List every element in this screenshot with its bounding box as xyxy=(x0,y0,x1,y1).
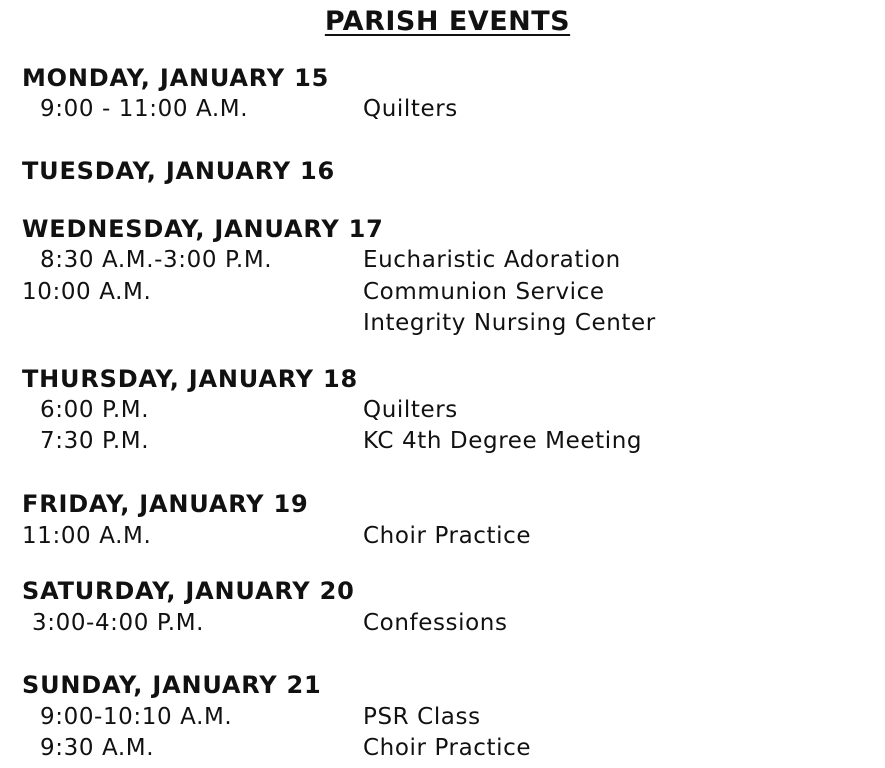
event-row xyxy=(0,426,885,456)
day-heading-saturday: SATURDAY, JANUARY 20 xyxy=(22,577,355,605)
event-name: Quilters xyxy=(363,96,458,122)
event-time: 8:30 A.M.-3:00 P.M. xyxy=(40,247,273,273)
event-name: Communion Service xyxy=(363,279,605,305)
event-row xyxy=(0,733,885,763)
event-time: 6:00 P.M. xyxy=(40,397,150,423)
event-name: PSR Class xyxy=(363,704,481,730)
day-heading-wednesday: WEDNESDAY, JANUARY 17 xyxy=(22,215,384,243)
day-heading-monday: MONDAY, JANUARY 15 xyxy=(22,64,330,92)
event-row xyxy=(0,277,885,307)
event-row xyxy=(0,395,885,425)
event-time: 7:30 P.M. xyxy=(40,428,150,454)
event-row xyxy=(0,245,885,275)
event-name: Eucharistic Adoration xyxy=(363,247,621,273)
event-time: 9:00 - 11:00 A.M. xyxy=(40,96,249,122)
day-heading-friday: FRIDAY, JANUARY 19 xyxy=(22,490,309,518)
event-row xyxy=(0,521,885,551)
event-time: 9:30 A.M. xyxy=(40,735,155,761)
event-row xyxy=(0,702,885,732)
event-name: Confessions xyxy=(363,610,508,636)
page-title: PARISH EVENTS xyxy=(324,6,571,37)
event-name: Choir Practice xyxy=(363,735,532,761)
event-time: 3:00-4:00 P.M. xyxy=(32,610,205,636)
day-heading-thursday: THURSDAY, JANUARY 18 xyxy=(22,365,359,393)
event-row xyxy=(0,608,885,638)
event-time: 9:00-10:10 A.M. xyxy=(40,704,233,730)
day-heading-tuesday: TUESDAY, JANUARY 16 xyxy=(22,157,336,185)
event-name: Choir Practice xyxy=(363,523,532,549)
event-row xyxy=(0,94,885,124)
event-time: 10:00 A.M. xyxy=(22,279,152,305)
event-name: Quilters xyxy=(363,397,458,423)
day-heading-sunday: SUNDAY, JANUARY 21 xyxy=(22,671,322,699)
event-name: KC 4th Degree Meeting xyxy=(363,428,643,454)
event-time: 11:00 A.M. xyxy=(22,523,152,549)
event-detail: Integrity Nursing Center xyxy=(363,310,656,336)
